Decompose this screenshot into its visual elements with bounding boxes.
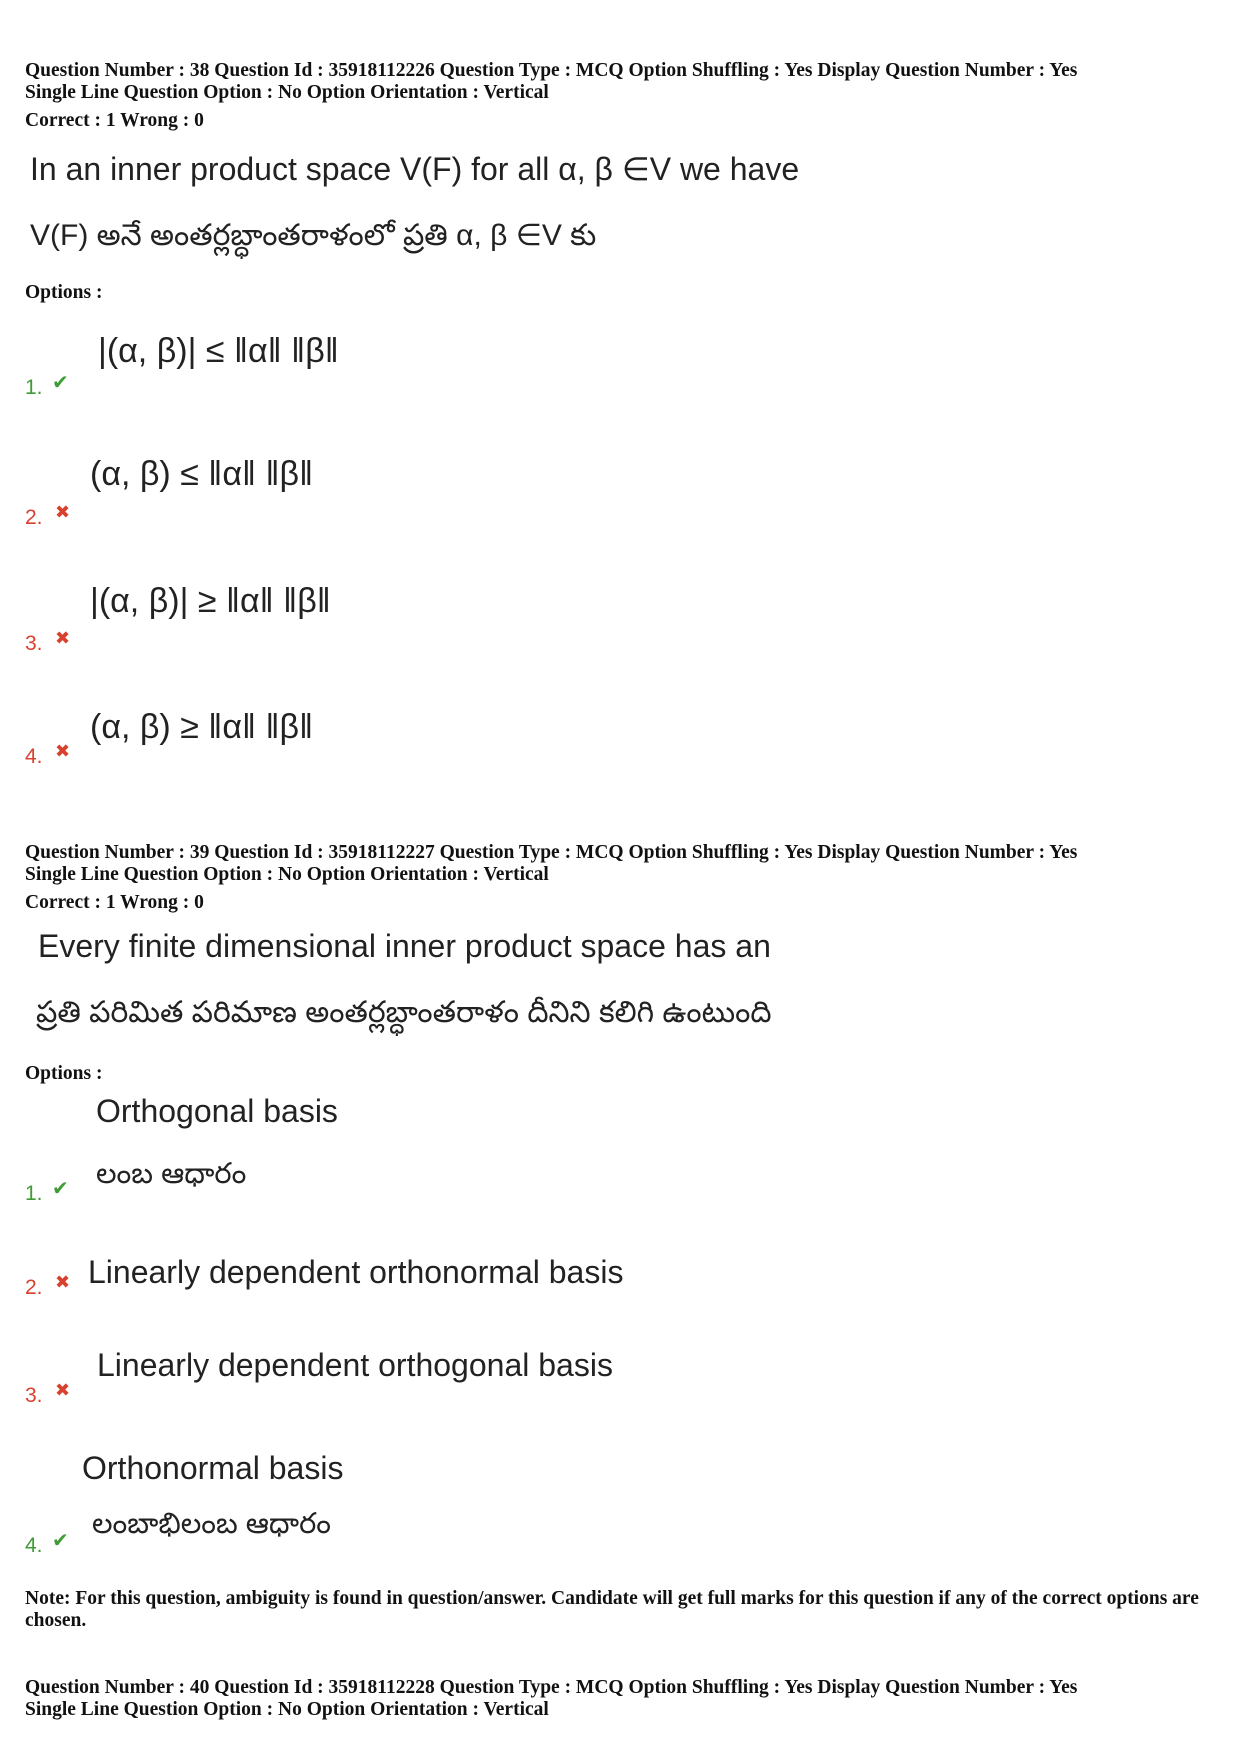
correct-check-icon: ✔ xyxy=(52,1176,69,1200)
option-number: 2. xyxy=(25,506,43,529)
option-number: 4. xyxy=(25,745,43,768)
q39-question-english: Every finite dimensional inner product space has an xyxy=(38,928,771,964)
q38-options-label: Options : xyxy=(25,282,103,303)
q38-marks: Correct : 1 Wrong : 0 xyxy=(25,110,204,131)
option-number: 1. xyxy=(25,376,43,399)
wrong-cross-icon: ✖ xyxy=(55,628,71,649)
q38-question-english: In an inner product space V(F) for all α, β ∈V we have xyxy=(30,151,800,187)
q39-note: Note: For this question, ambiguity is found in question/answer. Candidate will get full marks for this question if any of the correct options are chosen. xyxy=(25,1588,1199,1631)
option-formula: (α, β) ≥ ‖α‖ ‖β‖ xyxy=(90,708,314,746)
wrong-cross-icon: ✖ xyxy=(55,502,71,523)
q39-meta-line2: Single Line Question Option : No Option Orientation : Vertical xyxy=(25,864,549,885)
option-number: 3. xyxy=(25,632,43,655)
q39-marks: Correct : 1 Wrong : 0 xyxy=(25,892,204,913)
option-number: 2. xyxy=(25,1276,43,1299)
option-text-telugu: లంబాభిలంబ ఆధారం xyxy=(92,1508,331,1540)
q38-question-telugu: V(F) అనే అంతర్లబ్ధాంతరాళంలో ప్రతి α, β ∈V కు xyxy=(30,219,597,252)
q39-metadata xyxy=(25,842,1077,914)
correct-check-icon: ✔ xyxy=(52,1528,69,1552)
q39-question-telugu: ప్రతి పరిమిత పరిమాణ అంతర్లబ్ధాంతరాళం దీనిని కలిగి ఉంటుంది xyxy=(36,996,772,1029)
option-number: 3. xyxy=(25,1384,43,1407)
q39-options-label: Options : xyxy=(25,1063,103,1084)
q38-meta-line1: Question Number : 38 Question Id : 35918112226 Question Type : MCQ Option Shuffling : Yes Display Question Number : Yes xyxy=(25,60,1078,81)
option-text-telugu: లంబ ఆధారం xyxy=(96,1158,247,1190)
q40-meta-line2: Single Line Question Option : No Option Orientation : Vertical xyxy=(25,1699,549,1720)
wrong-cross-icon: ✖ xyxy=(55,1380,71,1401)
option-text-english: Orthonormal basis xyxy=(82,1450,344,1486)
wrong-cross-icon: ✖ xyxy=(55,741,71,762)
q38-metadata xyxy=(25,60,1077,132)
option-text-english: Linearly dependent orthonormal basis xyxy=(88,1254,624,1290)
option-formula: |(α, β)| ≥ ‖α‖ ‖β‖ xyxy=(90,582,331,620)
wrong-cross-icon: ✖ xyxy=(55,1272,71,1293)
option-text-english: Linearly dependent orthogonal basis xyxy=(97,1347,613,1383)
q40-metadata xyxy=(25,1677,1077,1721)
option-number: 4. xyxy=(25,1534,43,1557)
q39-meta-line1: Question Number : 39 Question Id : 35918112227 Question Type : MCQ Option Shuffling : Yes Display Question Number : Yes xyxy=(25,842,1078,863)
option-text-english: Orthogonal basis xyxy=(96,1093,338,1129)
option-formula: (α, β) ≤ ‖α‖ ‖β‖ xyxy=(90,455,314,493)
q40-meta-line1: Question Number : 40 Question Id : 35918112228 Question Type : MCQ Option Shuffling : Yes Display Question Number : Yes xyxy=(25,1677,1078,1698)
option-formula: |(α, β)| ≤ ‖α‖ ‖β‖ xyxy=(98,332,339,370)
option-number: 1. xyxy=(25,1182,43,1205)
q38-meta-line2: Single Line Question Option : No Option Orientation : Vertical xyxy=(25,82,549,103)
correct-check-icon: ✔ xyxy=(52,370,69,394)
